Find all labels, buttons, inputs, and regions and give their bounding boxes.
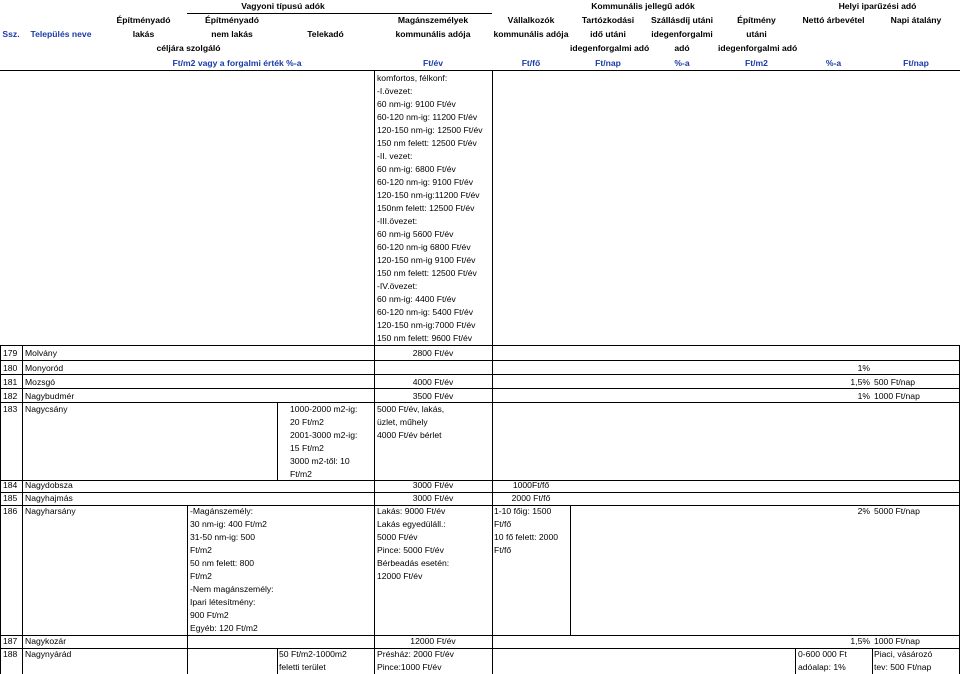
row-number: 183 [3,404,18,414]
header-kommunalis-group: Kommunális jellegű adók [591,1,695,11]
cont-line: 120-150 nm-ig: 12500 Ft/év [377,125,483,135]
lakas-line: Ft/m2 [190,545,212,555]
row-number: 185 [3,493,18,503]
cont-line: -II. vezet: [377,151,413,161]
vall-line: Ft/fő [494,545,512,555]
col-line [492,70,493,674]
komm-line: üzlet, műhely [377,417,428,427]
header-vagyoni-group: Vagyoni típusú adók [241,1,325,11]
header-tartozkodasi: Tartózkodási [581,15,635,25]
settlement-name: Mozsgó [25,377,56,387]
header-idegenforgalmi: idegenforgalmi [651,29,713,39]
header-szallasdij: Szállásdíj utáni [650,15,714,25]
header-netto-arbevetel: Nettó árbevétel [802,15,865,25]
cont-line: 60-120 nm-ig 6800 Ft/év [377,242,471,252]
col-line [872,648,873,674]
napi-line: tev: 500 Ft/nap [874,662,932,672]
header-ido-utani: idő utáni [590,29,626,39]
header-ssz: Ssz. [2,29,20,39]
telek-line: 15 Ft/m2 [290,443,324,453]
row-number: 181 [3,377,18,387]
napi-value: 500 Ft/nap [874,377,916,387]
unit-ftm2: Ft/m2 [745,58,768,68]
cont-line: 60 nm-ig: 9100 Ft/év [377,99,456,109]
header-vallalkozok: Vállalkozók [507,15,555,25]
row-separator [0,345,960,346]
row-number: 186 [3,506,18,516]
header-epitmeny: Építmény [737,15,776,25]
row-number: 179 [3,348,18,358]
vall-value: 2000 Ft/fő [511,493,551,503]
telek-line: 50 Ft/m2-1000m2 [279,649,347,659]
col-line [277,402,278,480]
cont-line: -III.övezet: [377,216,418,226]
lakas-line: Egyéb: 120 Ft/m2 [190,623,258,633]
settlement-name: Nagyhajmás [25,493,73,503]
header-maganszemelyek: Magánszemélyek [397,15,469,25]
komm-line: 5000 Ft/év [377,532,418,542]
komm-value: 3000 Ft/év [412,480,454,490]
pct-value: 1,5% [850,377,870,387]
komm-line: Lakás egyedüláll.: [377,519,446,529]
cont-line: komfortos, félkonf: [377,73,448,83]
komm-line: 12000 Ft/év [377,571,423,581]
telek-line: Ft/m2 [290,469,312,479]
header-napi-atalany: Napi átalány [890,15,942,25]
napi-value: 1000 Ft/nap [874,636,920,646]
cont-line: 120-150 nm-ig:11200 Ft/év [377,190,480,200]
header-celjara: céljára szolgáló [156,43,221,53]
header-telepules-neve: Település neve [30,29,92,39]
col-line [374,70,375,674]
col-line [187,505,188,674]
settlement-name: Molvány [25,348,57,358]
epit-line: 0-600 000 Ft [798,649,847,659]
row-number: 182 [3,391,18,401]
row-separator [0,360,960,361]
komm-line: Pince:1000 Ft/év [377,662,442,672]
header-lakas: lakás [132,29,155,39]
komm-line: Lakás: 9000 Ft/év [377,506,446,516]
header-kommunalis-adoja: kommunális adója [395,29,471,39]
cont-line: 120-150 nm-ig:7000 Ft/év [377,320,476,330]
settlement-name: Nagybudmér [25,391,75,401]
settlement-name: Monyoród [25,363,64,373]
lakas-line: 31-50 nm-ig: 500 [190,532,255,542]
unit-ftev: Ft/év [422,58,444,68]
header-idegenforgalmi-ado-2: idegenforgalmi adó [718,43,798,53]
cont-line: 60-120 nm-ig: 9100 Ft/év [377,177,474,187]
header-bottom-line [0,70,960,71]
telek-line: 3000 m2-től: 10 [290,456,350,466]
settlement-name: Nagyharsány [25,506,76,516]
col-line [277,648,278,674]
komm-line: Bérbeadás esetén: [377,558,450,568]
telek-line: 2001-3000 m2-ig: [290,430,358,440]
telek-line: feletti terület [279,662,326,672]
row-number: 187 [3,636,18,646]
cont-line: -IV.övezet: [377,281,418,291]
komm-value: 3500 Ft/év [412,391,454,401]
pct-value: 1% [857,391,870,401]
vall-line: 1-10 főig: 1500 [494,506,552,516]
row-number: 188 [3,649,18,659]
unit-ftnap-2: Ft/nap [903,58,929,68]
cont-line: 60 nm-ig: 6800 Ft/év [377,164,456,174]
lakas-line: -Magánszemély: [190,506,254,516]
cont-line: 60 nm-ig: 4400 Ft/év [377,294,456,304]
header-telekado: Telekadó [307,29,344,39]
lakas-line: 50 nm felett: 800 [190,558,255,568]
cont-line: 120-150 nm-ig 9100 Ft/év [377,255,476,265]
epit-line: adóalap: 1% [798,662,846,672]
pct-value: 1% [857,363,870,373]
settlement-name: Nagykozár [25,636,67,646]
lakas-line: Ft/m2 [190,571,212,581]
cont-line: 60 nm-ig 5600 Ft/év [377,229,454,239]
unit-pct: %-a [674,58,690,68]
unit-ftm2-forgalmi: Ft/m2 vagy a forgalmi érték %-a [172,58,302,68]
row-number: 184 [3,480,18,490]
header-divider [187,13,492,14]
cont-line: -I.övezet: [377,86,413,96]
komm-value: 3000 Ft/év [412,493,454,503]
cont-line: 150nm felett: 12500 Ft/év [377,203,475,213]
row-separator [0,402,960,403]
napi-value: 1000 Ft/nap [874,391,920,401]
settlement-name: Nagynyárád [25,649,72,659]
komm-line: 4000 Ft/év bérlet [377,430,442,440]
header-epitmenyado-nemlakas: Építményadó [205,15,259,25]
col-line [795,648,796,674]
komm-value: 2800 Ft/év [412,348,454,358]
komm-line: Présház: 2000 Ft/év [377,649,454,659]
vall-value: 1000Ft/fő [512,480,550,490]
komm-value: 12000 Ft/év [410,636,456,646]
pct-value: 1,5% [850,636,870,646]
unit-pct-2: %-a [825,58,842,68]
unit-ftnap: Ft/nap [595,58,621,68]
header-ado: adó [674,43,690,53]
komm-line: 5000 Ft/év, lakás, [377,404,445,414]
col-line [570,505,571,635]
settlement-name: Nagycsány [25,404,68,414]
row-number: 180 [3,363,18,373]
pct-value: 2% [857,506,870,516]
komm-value: 4000 Ft/év [412,377,454,387]
settlement-name: Nagydobsza [25,480,73,490]
row-separator [0,374,960,375]
header-epitmenyado-lakas: Építményadó [116,15,171,25]
lakas-line: 30 nm-ig: 400 Ft/m2 [190,519,267,529]
header-utani: utáni [746,29,767,39]
vall-line: 10 fő felett: 2000 [494,532,559,542]
cont-line: 150 nm felett: 12500 Ft/év [377,268,477,278]
row-separator [0,388,960,389]
lakas-line: 900 Ft/m2 [190,610,229,620]
telek-line: 20 Ft/m2 [290,417,324,427]
cont-line: 60-120 nm-ig: 5400 Ft/év [377,307,474,317]
cont-line: 60-120 nm-ig: 11200 Ft/év [377,112,478,122]
cont-line: 150 nm felett: 9600 Ft/év [377,333,473,343]
napi-line: Piaci, vásározó [874,649,933,659]
vall-line: Ft/fő [494,519,512,529]
header-nem-lakas: nem lakás [211,29,253,39]
header-kommunalis-adoja-vall: kommunális adója [493,29,569,39]
header-idegenforgalmi-ado: idegenforgalmi adó [570,43,650,53]
unit-ftfo: Ft/fő [521,58,541,68]
lakas-line: -Nem magánszemély: [190,584,274,594]
header-iparuzesi-group: Helyi iparűzési adó [838,1,917,11]
lakas-line: Ipari létesítmény: [190,597,256,607]
col-line [22,345,23,674]
col-line [0,345,1,674]
cont-line: 150 nm felett: 12500 Ft/év [377,138,477,148]
komm-line: Pince: 5000 Ft/év [377,545,444,555]
napi-value: 5000 Ft/nap [874,506,920,516]
telek-line: 1000-2000 m2-ig: [290,404,358,414]
